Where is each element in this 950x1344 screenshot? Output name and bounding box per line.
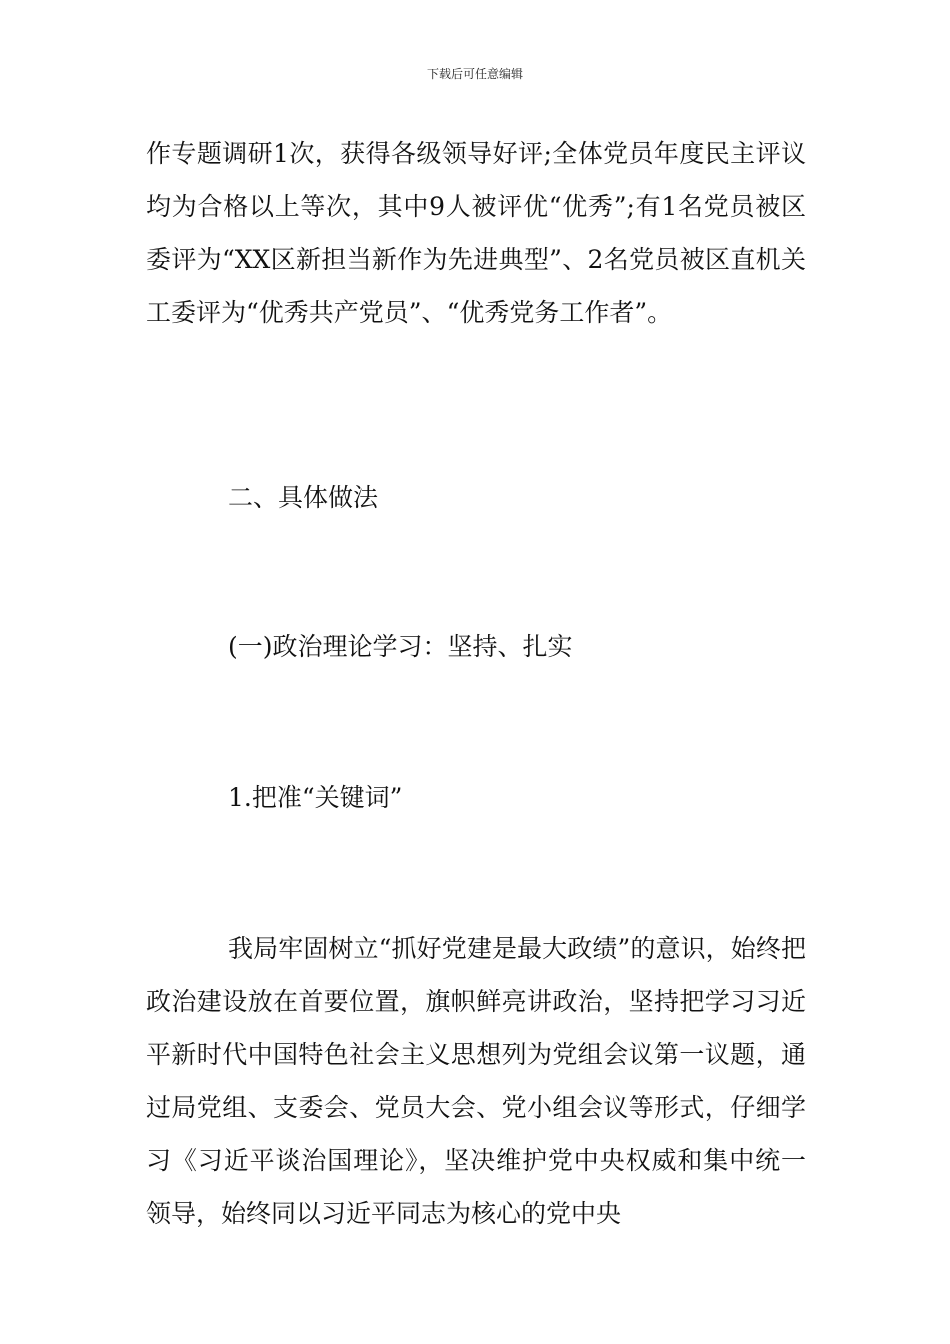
section-heading: 二、具体做法 — [228, 483, 379, 512]
paragraph-main: 我局牢固树立“抓好党建是最大政绩”的意识，始终把政治建设放在首要位置，旗帜鲜亮讲政治，坚持把学习习近平新时代中国特色社会主义思想列为党组会议第一议题，通过局党组、支委会、党员大会、党小组会议等形式，仔细学习《习近平谈治国理论》，坚决维护党中央权威和集中统一领导，始终同以习近平同志为核心的党中央 — [146, 934, 806, 1228]
item-heading: 1.把准“关键词” — [228, 783, 403, 812]
page-header-note: 下载后可任意编辑 — [426, 67, 523, 81]
subsection-heading: (一)政治理论学习：坚持、扎实 — [228, 632, 573, 661]
paragraph-continued: 作专题调研1次，获得各级领导好评;全体党员年度民主评议均为合格以上等次，其中9人被评优“优秀”;有1名党员被区委评为“XX区新担当新作为先进典型”、2名党员被区直机关工委评为“优秀共产党员”、“优秀党务工作者”。 — [146, 139, 806, 327]
